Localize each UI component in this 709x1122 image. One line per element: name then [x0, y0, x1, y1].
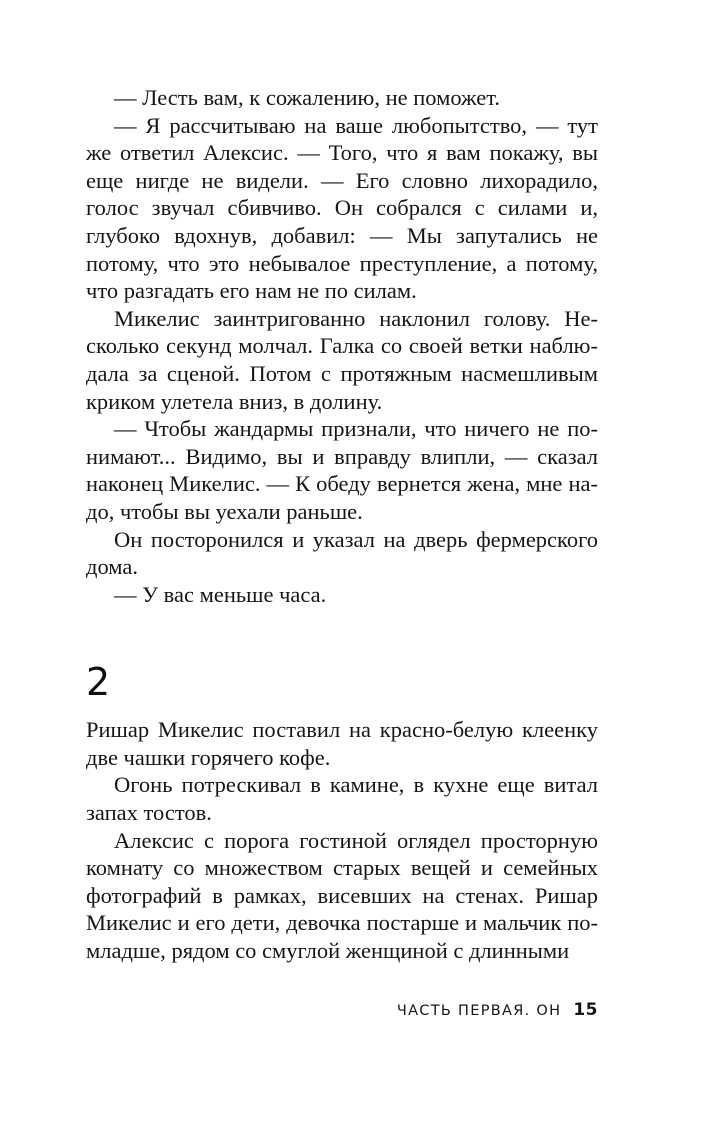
- paragraph: Он посторонился и указал на дверь фермерского дома.: [86, 526, 598, 580]
- paragraph: — Лесть вам, к сожалению, не поможет.: [114, 85, 501, 110]
- page-number: 15: [573, 1000, 598, 1020]
- book-page: [86, 84, 598, 1084]
- chapter-number: 2: [86, 660, 112, 705]
- section-spacer: [86, 608, 598, 662]
- paragraph: Микелис заинтригованно наклонил голову. Несколько секунд молчал. Галка со своей ветки наблюдала за сценой. Потом с протяжным насмешливым криком улетела вниз, в долину.: [86, 305, 598, 414]
- chapter-first-paragraph: Ришар Микелис поставил на красно-белую клеенку две чашки горячего кофе.: [86, 717, 598, 770]
- paragraph: — У вас меньше часа.: [114, 581, 327, 607]
- paragraph: Алексис с порога гостиной оглядел просторную комнату со множеством старых вещей и семейных фотографий в рамках, висевших на стенах. Ришар Микелис и его дети, девочка постарше и мальчик помладше, рядом со смуглой женщиной с длинными: [86, 827, 598, 964]
- page-footer: [366, 998, 598, 1023]
- running-header-label: ЧАСТЬ ПЕРВАЯ. ОН: [396, 1003, 562, 1019]
- paragraph: Огонь потрескивал в камине, в кухне еще витал запах тостов.: [86, 772, 598, 826]
- chapter-section: [86, 662, 598, 964]
- paragraph: — Я рассчитываю на ваше любопытство, — тут же ответил Алексис. — Того, что я вам покажу, вы еще нигде не видели. — Его словно лихорадило, голос звучал сбивчиво. Он собрался с силами и, глубоко вдохнув, добавил: — Мы запутались не потому, что это небывалое преступление, а потому, что разгадать его нам не по силам.: [86, 112, 598, 304]
- section-text: [86, 84, 598, 608]
- paragraph: — Чтобы жандармы признали, что ничего не понимают... Видимо, вы и вправду влипли, — сказал наконец Микелис. — К обеду вернется жена, мне надо, чтобы вы уехали раньше.: [86, 416, 598, 524]
